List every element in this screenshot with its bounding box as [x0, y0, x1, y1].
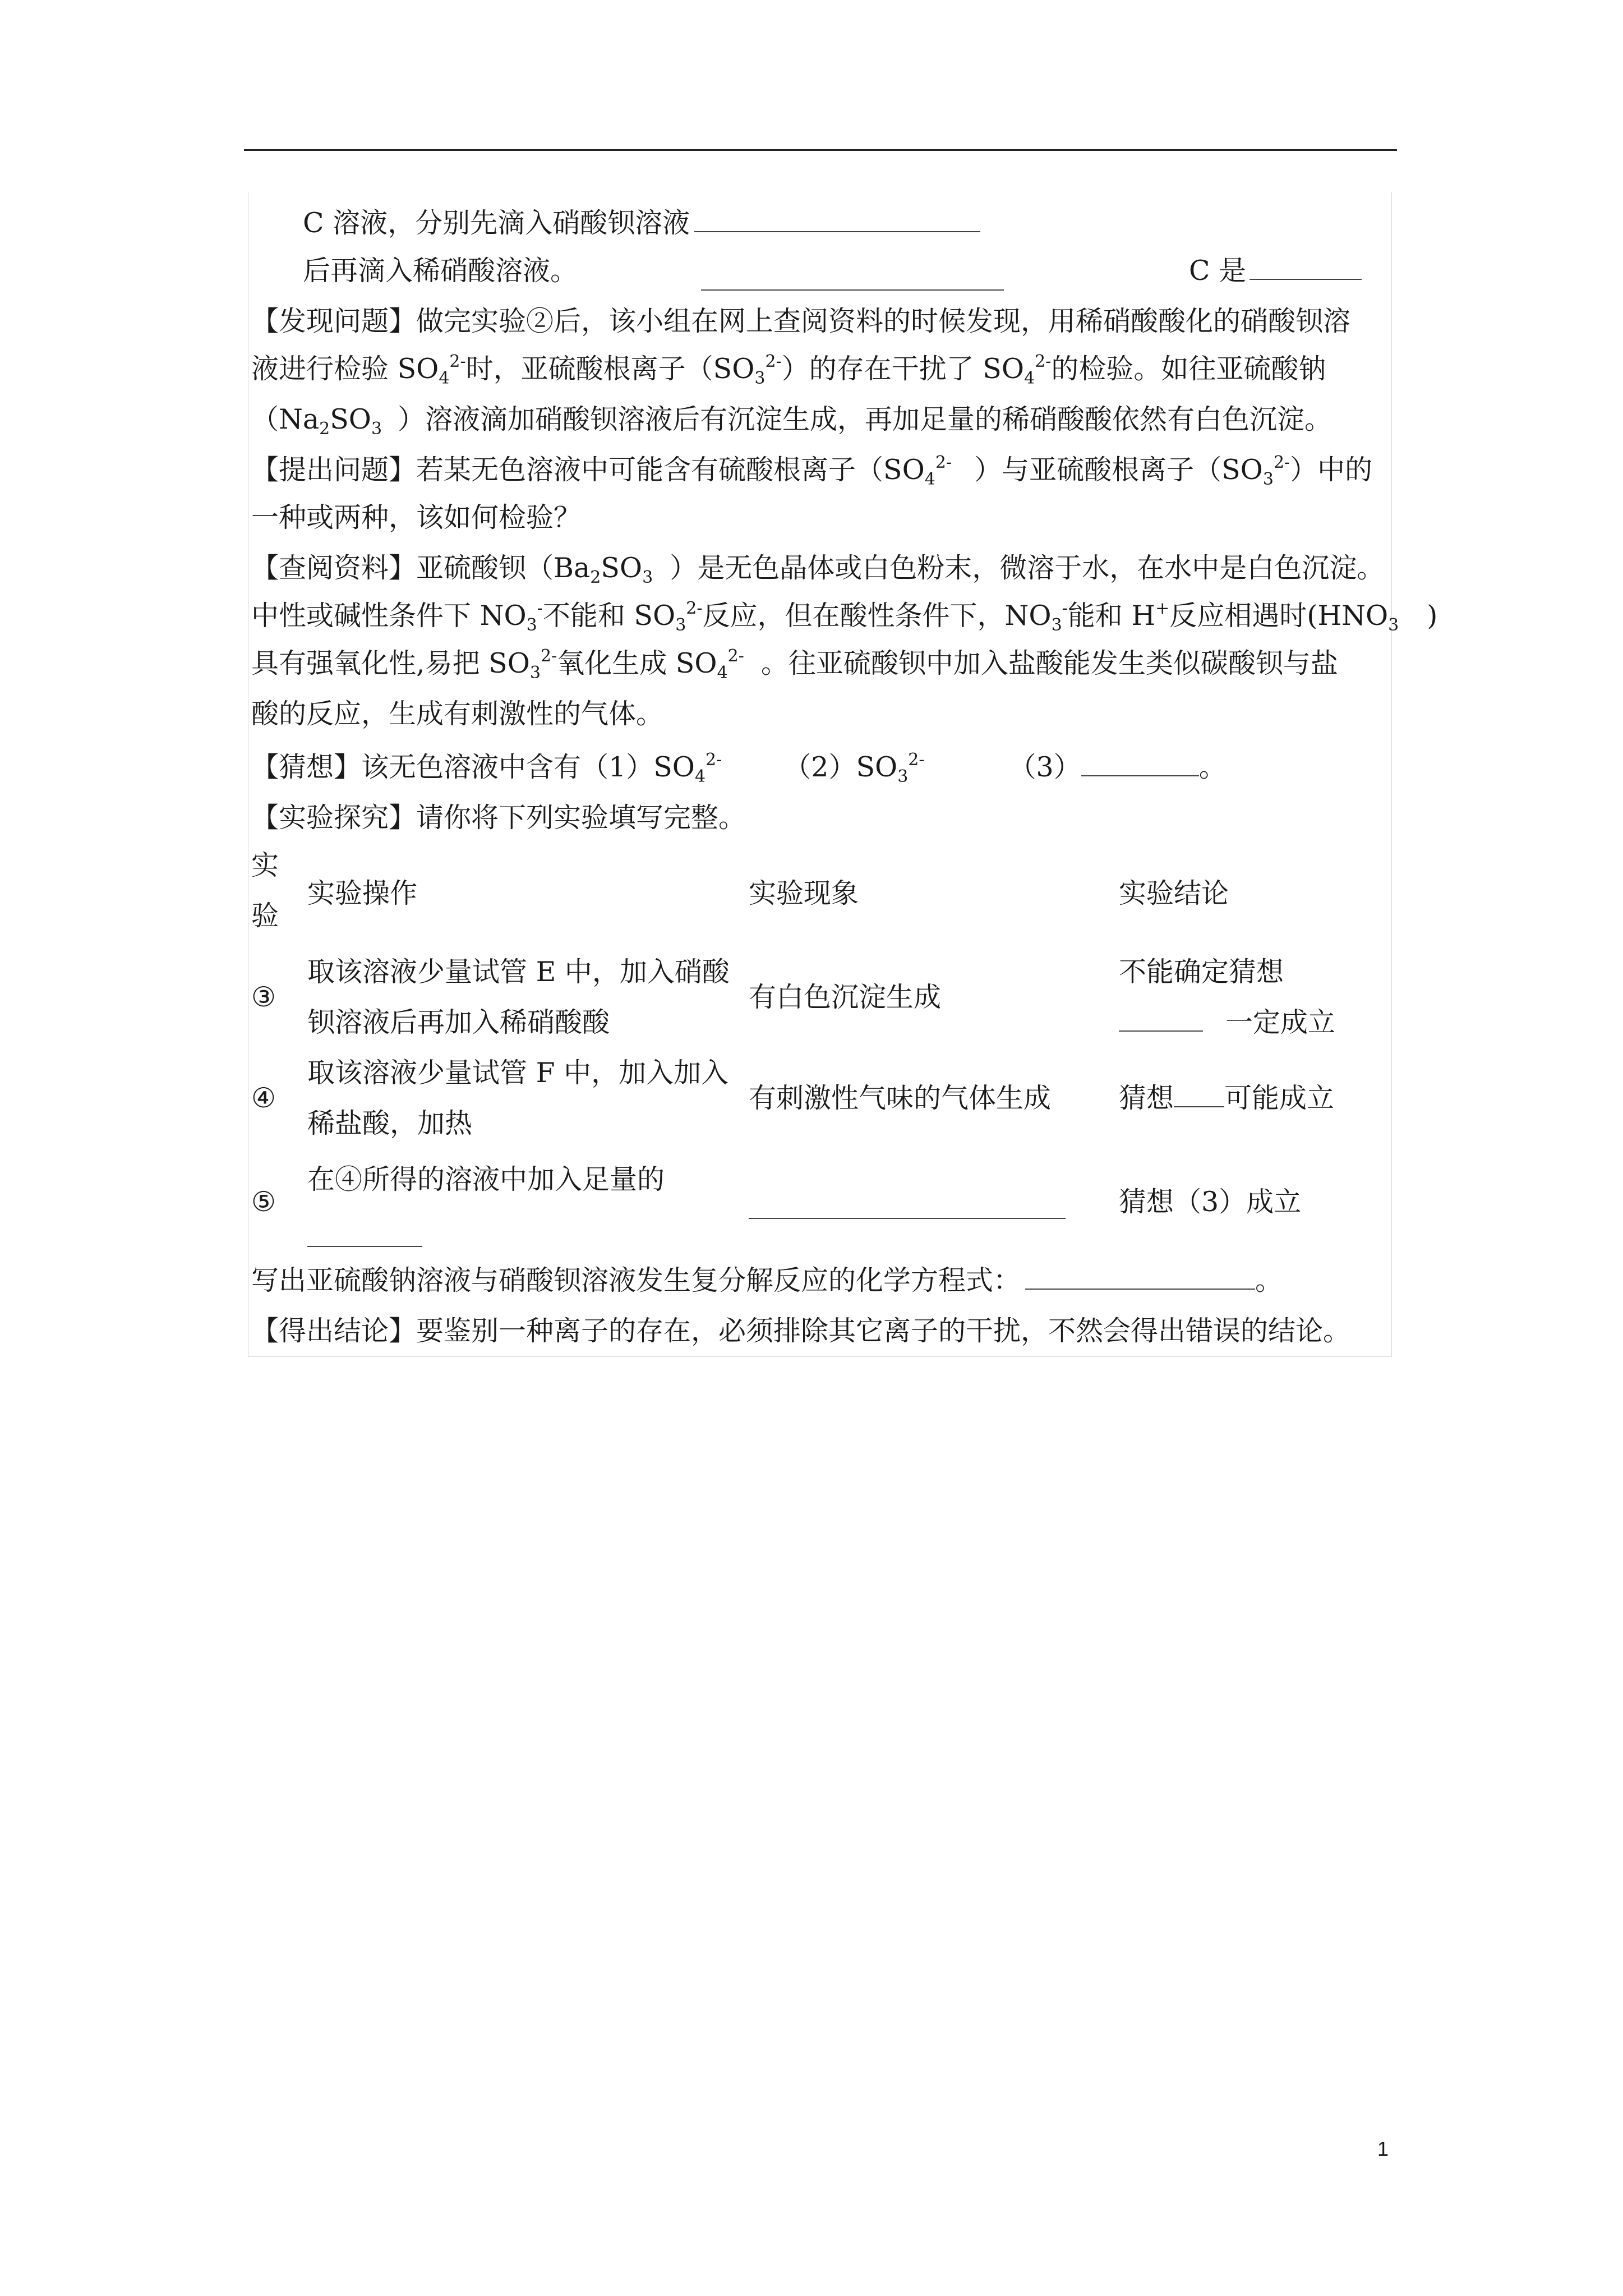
table-header-phenomenon: 实验现象: [749, 877, 859, 909]
explore-line: 【实验探究】请你将下列实验填写完整。: [251, 802, 746, 834]
intro-line-2: 后再滴入稀硝酸溶液。: [303, 255, 578, 287]
table-row-3-phenomenon: 有白色沉淀生成: [749, 981, 942, 1013]
answer-blank-1[interactable]: [694, 205, 980, 232]
header-rule: [244, 149, 1397, 151]
guess-line: 【猜想】该无色溶液中含有$(1)SO_4^{2-}$ $(2)SO_3^{2-}$ （3） 。: [251, 750, 1227, 786]
table-header-exp-2: 验: [251, 900, 279, 932]
table-row-3-operation-2: 钡溶液后再加入稀硝酸酸: [307, 1006, 610, 1038]
answer-blank-2[interactable]: [701, 264, 1004, 291]
reference-line-2: 中性或碱性条件下 $NO_3^-$不能和 $SO_3^{2-}$反应，但在酸性条件下，$NO_3^-$能和 H+反应相遇时($HNO_3$ ): [251, 599, 1438, 635]
question-label: 【提出问题】: [251, 454, 417, 486]
intro-c-is: C 是: [1189, 252, 1362, 289]
table-row-5-operation-blank[interactable]: [307, 1220, 422, 1247]
table-header-exp-1: 实: [251, 849, 279, 881]
table-row-3-blank[interactable]: [1119, 1005, 1203, 1032]
table-row-3-conclusion-1: 不能确定猜想: [1119, 956, 1284, 988]
table-row-4-operation-2: 稀盐酸，加热: [307, 1107, 473, 1139]
table-row-4-blank[interactable]: [1174, 1080, 1224, 1107]
equation-blank[interactable]: [1025, 1263, 1255, 1290]
table-row-3-operation-1: 取该溶液少量试管 E 中，加入硝酸: [307, 956, 730, 988]
reference-label: 【查阅资料】: [251, 552, 417, 584]
reference-line-1: 【查阅资料】亚硫酸钡（$Ba_2SO_3$ ）是无色晶体或白色粉末，微溶于水，在水中是白色沉淀。: [251, 552, 1385, 587]
table-row-3-conclusion-line: 一定成立: [1119, 1004, 1335, 1041]
guess-blank[interactable]: [1081, 749, 1199, 776]
discover-label: 【发现问题】: [251, 305, 417, 337]
page-number: 1: [1377, 2137, 1389, 2160]
intro-line-1: C 溶液，分别先滴入硝酸钡溶液: [303, 205, 980, 242]
answer-blank-3[interactable]: [1249, 253, 1362, 280]
table-row-4-num: ④: [251, 1082, 276, 1114]
discover-line-2: 液进行检验 $SO_4^{2-}$时，亚硫酸根离子$(SO_3^{2-})$的存在干扰了 $SO_4^{2-}$的检验。如往亚硫酸钠: [251, 352, 1326, 388]
result-line: 【得出结论】要鉴别一种离子的存在，必须排除其它离子的干扰，不然会得出错误的结论。: [251, 1315, 1351, 1347]
table-header-conclusion: 实验结论: [1119, 877, 1229, 909]
explore-label: 【实验探究】: [251, 802, 417, 834]
discover-line-1: 【发现问题】做完实验②后，该小组在网上查阅资料的时候发现，用稀硝酸酸化的硝酸钡溶: [251, 305, 1351, 337]
table-row-4-phenomenon: 有刺激性气味的气体生成: [749, 1082, 1052, 1114]
discover-line-3: （$Na_2SO_3$ ）溶液滴加硝酸钡溶液后有沉淀生成，再加足量的稀硝酸酸依然有白色沉淀。: [251, 403, 1332, 439]
guess-label: 【猜想】: [251, 751, 362, 783]
reference-line-3: 具有强氧化性,易把 $SO_3^{2-}$氧化生成 $SO_4^{2-}$ 。往亚硫酸钡中加入盐酸能发生类似碳酸钡与盐: [251, 646, 1338, 683]
question-line-2: 一种或两种，该如何检验？: [251, 501, 582, 533]
question-line-1: 【提出问题】若某无色溶液中可能含有硫酸根离子（$SO_4^{2-}$ ）与亚硫酸根离子$(SO_3^{2-})$中的: [251, 453, 1373, 489]
table-row-5-num: ⑤: [251, 1186, 276, 1218]
table-row-5-conclusion: 猜想（3）成立: [1119, 1186, 1302, 1218]
table-row-4-conclusion: 猜想 可能成立: [1119, 1080, 1334, 1117]
result-label: 【得出结论】: [251, 1315, 417, 1347]
reference-line-4: 酸的反应，生成有刺激性的气体。: [251, 698, 664, 730]
table-row-4-operation-1: 取该溶液少量试管 F 中，加入加入: [307, 1057, 729, 1089]
table-row-3-num: ③: [251, 981, 276, 1013]
equation-line: 写出亚硫酸钠溶液与硝酸钡溶液发生复分解反应的化学方程式： 。: [251, 1262, 1283, 1299]
table-row-5-phenomenon-blank[interactable]: [749, 1192, 1066, 1219]
table-header-operation: 实验操作: [307, 877, 418, 909]
table-row-5-operation-1: 在④所得的溶液中加入足量的: [307, 1163, 665, 1195]
